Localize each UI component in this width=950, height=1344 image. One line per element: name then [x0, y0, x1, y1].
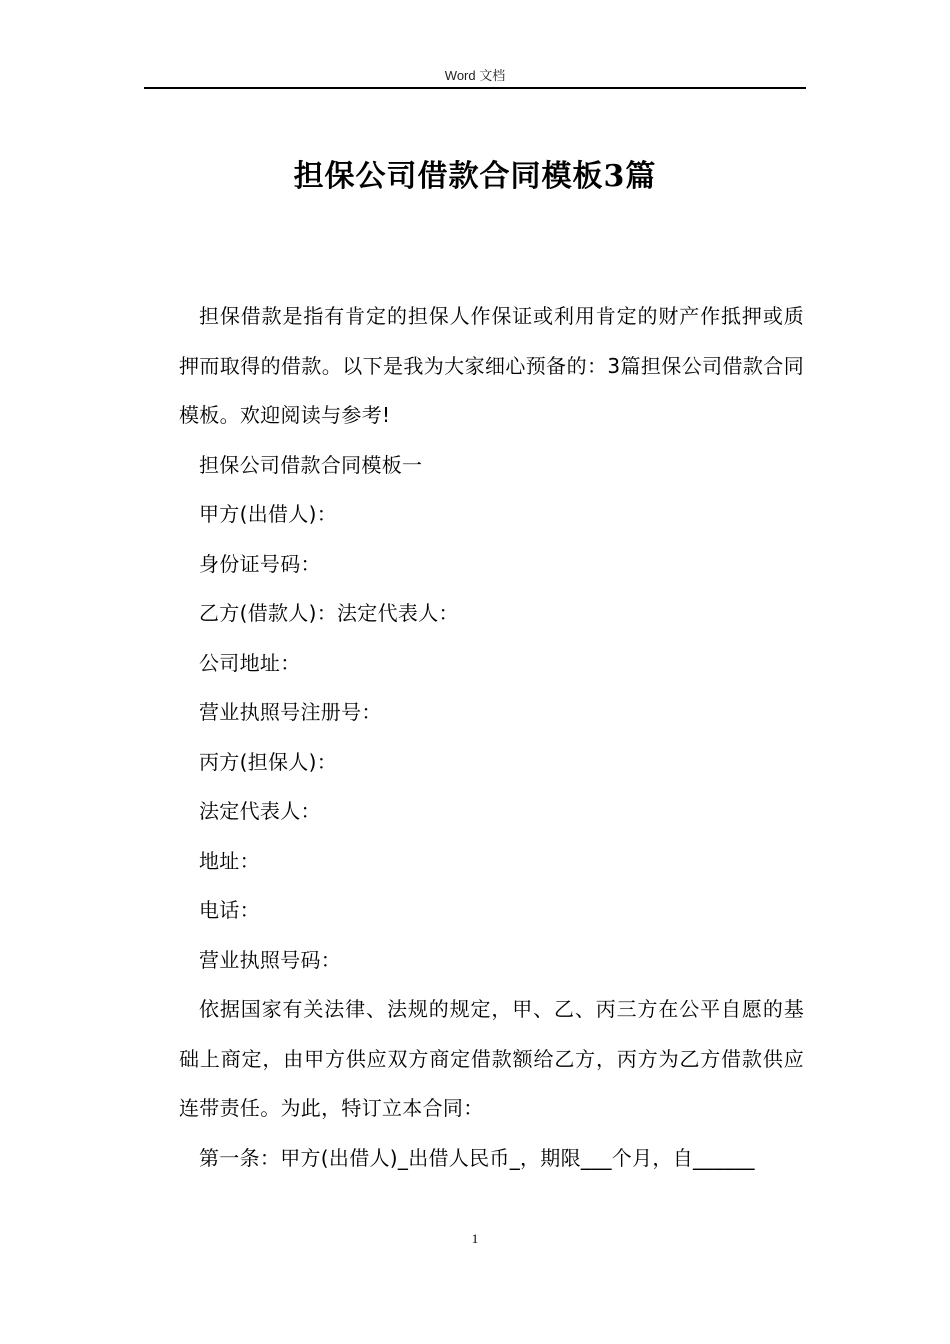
- paragraph-legal-representative: 法定代表人：: [199, 799, 321, 823]
- paragraph-template-heading: 担保公司借款合同模板一: [199, 452, 423, 477]
- paragraph-address: 地址：: [199, 848, 260, 873]
- document-title: 担保公司借款合同模板3篇: [293, 159, 657, 194]
- paragraph-intro: 担保借款是指有肯定的担保人作保证或利用肯定的财产作抵押或质押而取得的借款。以下是我为大家细心预备的：3篇担保公司借款合同模板。欢迎阅读与参考!: [179, 304, 804, 427]
- paragraph-business-license-number: 营业执照号码：: [199, 947, 342, 972]
- paragraph-agreement-basis: 依据国家有关法律、法规的规定，甲、乙、丙三方在公平自愿的基础上商定，由甲方供应双方商定借款额给乙方，丙方为乙方借款供应连带责任。为此，特订立本合同：: [179, 997, 804, 1120]
- paragraph-id-number: 身份证号码：: [199, 551, 321, 576]
- document-body: [179, 292, 804, 1183]
- paragraph-party-c: 丙方(担保人)：: [199, 749, 338, 774]
- header-divider: [144, 87, 806, 89]
- paragraph-company-address: 公司地址：: [199, 650, 301, 675]
- paragraph-article-one: 第一条：甲方(出借人)_出借人民币_，期限___个月，自______: [199, 1145, 755, 1170]
- paragraph-party-b: 乙方(借款人)：法定代表人：: [199, 601, 459, 625]
- page-number: 1: [471, 1231, 479, 1246]
- paragraph-business-license-reg: 营业执照号注册号：: [199, 700, 382, 724]
- page-header: Word 文档: [444, 68, 506, 83]
- paragraph-party-a: 甲方(出借人)：: [199, 502, 338, 526]
- paragraph-phone: 电话：: [199, 898, 260, 922]
